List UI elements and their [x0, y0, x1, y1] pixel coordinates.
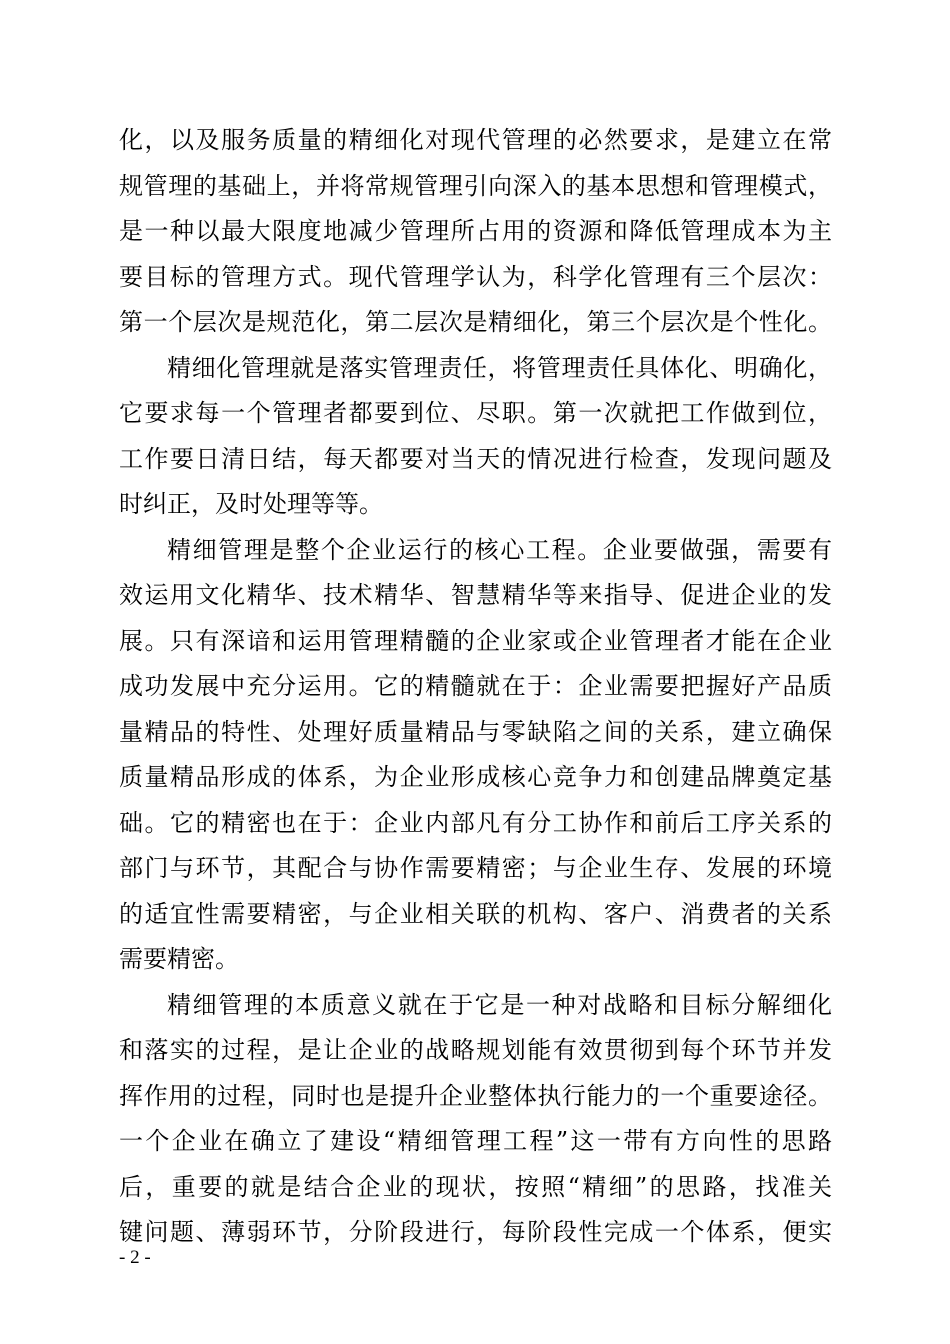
text-line: 第一个层次是规范化，第二层次是精细化，第三个层次是个性化。 — [119, 308, 832, 336]
document-body — [119, 118, 832, 1256]
text-line: 础。它的精密也在于：企业内部凡有分工协作和前后工序关系的 — [119, 808, 832, 837]
text-line: 规管理的基础上，并将常规管理引向深入的基本思想和管理模式， — [119, 171, 832, 200]
text-line: 是一种以最大限度地减少管理所占用的资源和降低管理成本为主 — [119, 217, 832, 245]
paragraph-start-line: 精细化管理就是落实管理责任，将管理责任具体化、明确化， — [167, 353, 832, 382]
text-line: 量精品的特性、处理好质量精品与零缺陷之间的关系，建立确保 — [119, 717, 832, 746]
text-line: 展。只有深谙和运用管理精髓的企业家或企业管理者才能在企业 — [119, 626, 832, 655]
paragraph-start-line: 精细管理是整个企业运行的核心工程。企业要做强，需要有 — [167, 535, 832, 564]
page-number: - 2 - — [119, 1247, 151, 1268]
text-line: 要目标的管理方式。现代管理学认为，科学化管理有三个层次： — [119, 262, 832, 291]
text-line: 成功发展中充分运用。它的精髓就在于：企业需要把握好产品质 — [119, 672, 832, 700]
paragraph-start-line: 精细管理的本质意义就在于它是一种对战略和目标分解细化 — [167, 990, 832, 1019]
paragraph-end-line: 需要精密。 — [119, 945, 239, 973]
text-line: 质量精品形成的体系，为企业形成核心竞争力和创建品牌奠定基 — [119, 763, 832, 791]
text-line: 一个企业在确立了建设“精细管理工程”这一带有方向性的思路 — [119, 1127, 832, 1155]
text-line: 部门与环节，其配合与协作需要精密；与企业生存、发展的环境 — [119, 854, 832, 882]
text-line: 和落实的过程，是让企业的战略规划能有效贯彻到每个环节并发 — [119, 1036, 832, 1064]
text-line: 它要求每一个管理者都要到位、尽职。第一次就把工作做到位， — [119, 399, 832, 427]
text-line: 化，以及服务质量的精细化对现代管理的必然要求，是建立在常 — [119, 126, 832, 154]
paragraph-end-line: 时纠正，及时处理等等。 — [119, 490, 383, 518]
text-line: 挥作用的过程，同时也是提升企业整体执行能力的一个重要途径。 — [119, 1081, 832, 1110]
text-line: 后，重要的就是结合企业的现状，按照“精细”的思路，找准关 — [119, 1172, 832, 1201]
text-line: 的适宜性需要精密，与企业相关联的机构、客户、消费者的关系 — [119, 899, 832, 928]
text-line: 效运用文化精华、技术精华、智慧精华等来指导、促进企业的发 — [119, 581, 832, 609]
text-line: 工作要日清日结，每天都要对当天的情况进行检查，发现问题及 — [119, 444, 832, 473]
text-line: 键问题、薄弱环节，分阶段进行，每阶段性完成一个体系，便实 — [119, 1218, 832, 1246]
